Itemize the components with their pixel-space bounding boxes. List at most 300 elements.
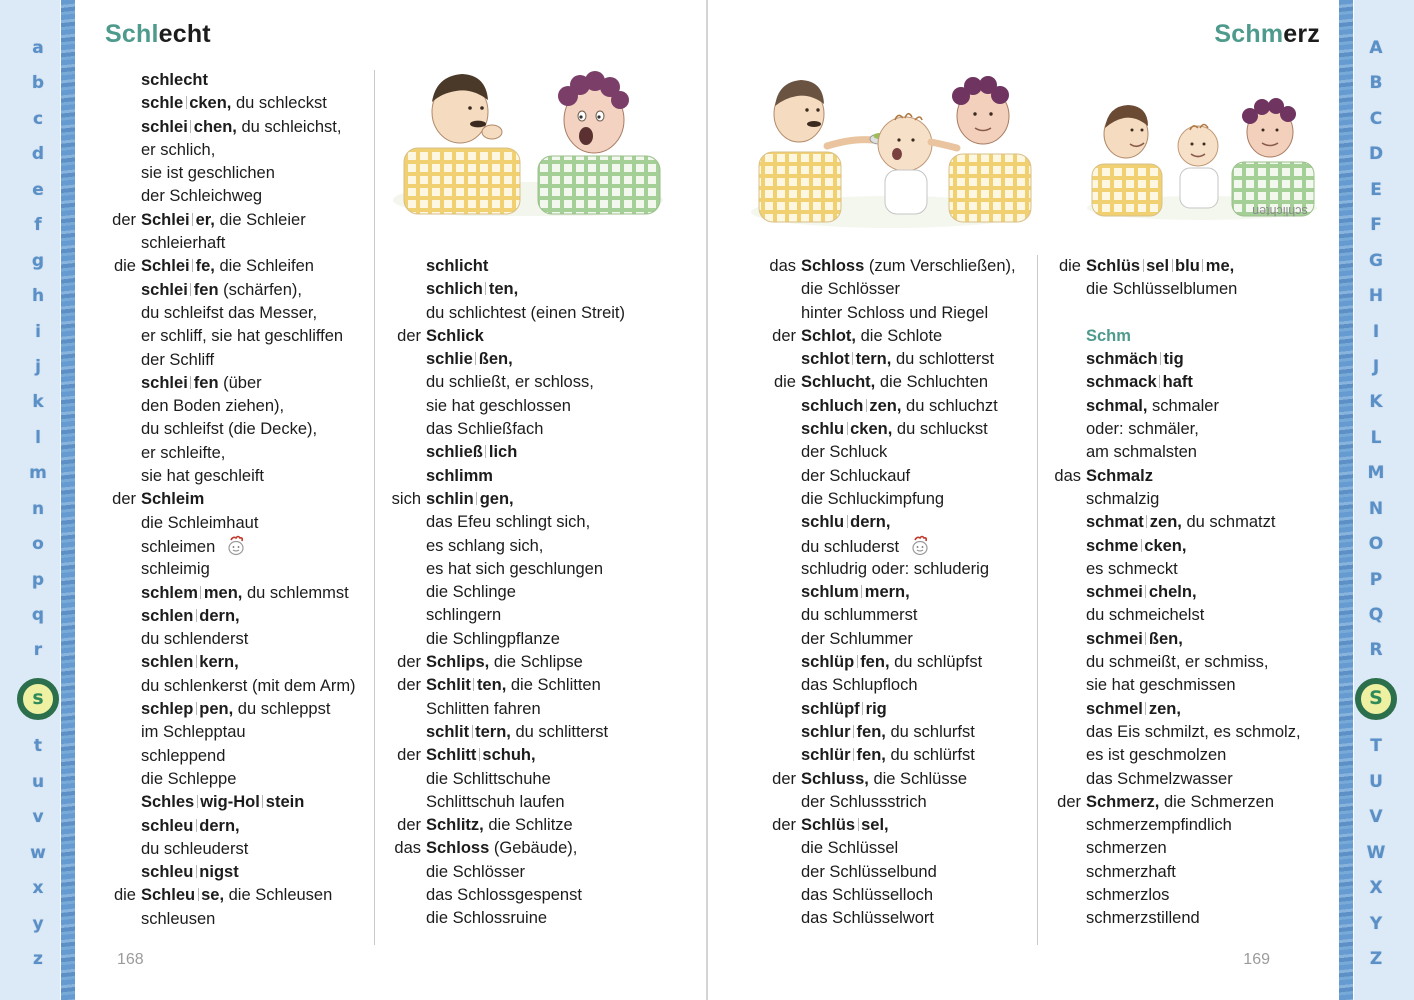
entry-text: Schlit ten, die Schlitten xyxy=(426,676,601,695)
entry-text: schmerzlos xyxy=(1086,886,1170,905)
entry-text: schlüpf rig xyxy=(801,699,887,718)
entry-text: die Schlingpflanze xyxy=(426,629,560,648)
syllable-divider-icon xyxy=(485,445,486,458)
right-page-column-2 xyxy=(1048,255,1301,931)
alphabet-letter: O xyxy=(1368,534,1384,555)
entry-text: Schloss (Gebäude), xyxy=(426,839,578,858)
dict-entry xyxy=(388,441,625,464)
dict-entry xyxy=(103,209,356,232)
entry-text: schmei ßen, xyxy=(1086,629,1183,648)
alphabet-letter: w xyxy=(30,842,46,863)
dict-entry xyxy=(763,302,1016,325)
alphabet-letter: P xyxy=(1369,569,1383,590)
alphabet-letter: I xyxy=(1372,321,1380,342)
entry-text: Schlüs sel blu me, xyxy=(1086,257,1235,275)
alphabet-letter: h xyxy=(31,286,45,307)
dict-entry xyxy=(763,674,1016,697)
entry-text: schmel zen, xyxy=(1086,699,1181,718)
entry-text: schlen dern, xyxy=(141,606,240,625)
dict-entry xyxy=(763,791,1016,814)
dict-entry xyxy=(388,674,625,697)
dict-entry xyxy=(763,884,1016,907)
entry-text: schme cken, xyxy=(1086,536,1187,555)
right-page-column-1 xyxy=(763,255,1016,931)
dict-entry xyxy=(1048,861,1301,884)
dict-entry xyxy=(763,861,1016,884)
left-page-column-2 xyxy=(388,255,625,931)
syllable-divider-icon xyxy=(190,283,191,296)
dict-entry xyxy=(763,768,1016,791)
entry-text: die Schleimhaut xyxy=(141,513,259,532)
entry-text: der Schliff xyxy=(141,350,215,369)
alphabet-letter: r xyxy=(33,640,43,661)
entry-text: schleimig xyxy=(141,560,210,579)
page-header-right xyxy=(1100,20,1320,49)
syllable-divider-icon xyxy=(476,492,477,505)
entry-text: schlin gen, xyxy=(426,489,514,508)
alphabet-letter: M xyxy=(1367,463,1385,484)
entry-text: die Schlösser xyxy=(801,280,901,299)
entry-text: Schlick xyxy=(426,326,484,345)
entry-text: Schlips, die Schlipse xyxy=(426,653,583,672)
entry-text: schlich ten, xyxy=(426,280,519,299)
syllable-divider-icon xyxy=(1159,375,1160,388)
dict-entry xyxy=(103,582,356,605)
alphabet-letter: B xyxy=(1369,73,1383,94)
dict-entry xyxy=(763,465,1016,488)
dict-entry xyxy=(1048,907,1301,930)
alphabet-letter: c xyxy=(32,108,44,129)
dict-entry xyxy=(103,395,356,418)
dict-entry xyxy=(763,721,1016,744)
alphabet-letter-active: s xyxy=(17,678,59,720)
syllable-divider-icon xyxy=(852,352,853,365)
syllable-divider-icon xyxy=(262,795,263,808)
dict-entry xyxy=(763,348,1016,371)
syllable-divider-icon xyxy=(475,352,476,365)
dict-entry xyxy=(388,255,625,278)
entry-text: du schlenderst xyxy=(141,630,249,649)
alphabet-letter: x xyxy=(32,878,44,899)
syllable-divider-icon xyxy=(866,399,867,412)
entry-text: schmerzen xyxy=(1086,839,1167,858)
entry-text: er schliff, sie hat geschliffen xyxy=(141,327,344,346)
entry-text: das Eis schmilzt, es schmolz, xyxy=(1086,722,1301,741)
dict-entry xyxy=(763,907,1016,930)
entry-text: schlem men, du schlemmst xyxy=(141,583,349,602)
entry-text: du schlummerst xyxy=(801,606,918,625)
alphabet-sidebar-right xyxy=(1350,40,1402,968)
dict-entry xyxy=(388,884,625,907)
dict-entry xyxy=(388,604,625,627)
page-header-left xyxy=(105,20,211,49)
column-divider-right-page xyxy=(1037,255,1038,945)
alphabet-letter: V xyxy=(1369,807,1383,828)
dict-entry xyxy=(1048,255,1301,278)
book-gutter-line xyxy=(706,0,708,1000)
entry-text: die Schlittschuhe xyxy=(426,769,551,788)
gender-label: das xyxy=(769,257,796,275)
dict-entry xyxy=(388,395,625,418)
dict-entry xyxy=(1048,884,1301,907)
alphabet-letter: u xyxy=(31,771,45,792)
dict-entry xyxy=(103,139,356,162)
entry-text: die Schlösser xyxy=(426,862,526,881)
dict-entry xyxy=(1048,791,1301,814)
entry-text: Schles wig-Hol stein xyxy=(141,793,305,812)
entry-text: das Schließfach xyxy=(426,420,544,439)
alphabet-letter: v xyxy=(32,807,44,828)
gender-label: der xyxy=(397,653,421,672)
dict-entry xyxy=(103,162,356,185)
alphabet-letter: t xyxy=(33,736,43,757)
entry-text: Schlot, die Schlote xyxy=(801,326,943,345)
entry-text: schlot tern, du schlotterst xyxy=(801,350,995,369)
dict-entry xyxy=(388,698,625,721)
entry-text: sie ist geschlichen xyxy=(141,164,275,183)
dict-entry xyxy=(103,628,356,651)
alphabet-letter: L xyxy=(1370,427,1382,448)
entry-text: schlit tern, du schlitterst xyxy=(426,722,609,741)
gender-label: der xyxy=(397,326,421,345)
entry-text: schludrig oder: schluderig xyxy=(801,559,990,578)
entry-text: schlep pen, du schleppst xyxy=(141,700,331,719)
illustration-caption: schlichten xyxy=(1252,204,1308,218)
entry-text: die Schlossruine xyxy=(426,909,548,928)
syllable-divider-icon xyxy=(1172,259,1173,272)
syllable-divider-icon xyxy=(196,702,197,715)
entry-text: schleu nigst xyxy=(141,863,239,882)
entry-text: du schmeißt, er schmiss, xyxy=(1086,653,1269,672)
dict-entry xyxy=(1048,488,1301,511)
dict-entry xyxy=(1048,441,1301,464)
entry-text: am schmalsten xyxy=(1086,443,1197,462)
entry-text: das Schmelzwasser xyxy=(1086,769,1233,788)
alphabet-letter: W xyxy=(1366,842,1386,863)
page-number-right: 169 xyxy=(1243,951,1270,968)
dict-entry xyxy=(763,744,1016,767)
entry-text: schlie ßen, xyxy=(426,350,513,369)
alphabet-letter: o xyxy=(32,534,44,555)
entry-text: schlingern xyxy=(426,606,502,625)
section-heading xyxy=(1048,325,1301,348)
entry-text: es schlang sich, xyxy=(426,536,544,555)
entry-text: schmack haft xyxy=(1086,373,1193,392)
entry-text: schmei cheln, xyxy=(1086,583,1197,602)
entry-text: du schluderst xyxy=(801,537,900,556)
entry-text: das Schlupfloch xyxy=(801,676,918,695)
alphabet-letter: y xyxy=(32,913,44,934)
entry-text: schlu dern, xyxy=(801,513,891,532)
entry-text: schlen kern, xyxy=(141,653,239,672)
entry-text: schmerzhaft xyxy=(1086,862,1176,881)
syllable-divider-icon xyxy=(196,655,197,668)
entry-text: Schlitt schuh, xyxy=(426,746,536,765)
gender-label: die xyxy=(773,373,796,392)
dict-entry xyxy=(103,488,356,511)
dict-entry xyxy=(388,581,625,604)
entry-text: es hat sich geschlungen xyxy=(426,559,604,578)
entry-text: der Schluck xyxy=(801,443,888,462)
entry-text: Schlitz, die Schlitze xyxy=(426,816,573,835)
entry-text: Schlei er, die Schleier xyxy=(141,210,306,229)
dict-entry xyxy=(1048,674,1301,697)
entry-text: schmerzempfindlich xyxy=(1086,816,1232,835)
dict-entry xyxy=(103,791,356,814)
dict-entry xyxy=(1048,558,1301,581)
gender-label: die xyxy=(1058,257,1081,275)
dict-entry xyxy=(103,512,356,535)
entry-text: du schleuderst xyxy=(141,839,249,858)
gender-label: sich xyxy=(391,489,421,508)
alphabet-letter: e xyxy=(32,179,44,200)
alphabet-letter: F xyxy=(1370,215,1382,236)
dict-entry xyxy=(388,418,625,441)
alphabet-letter: K xyxy=(1369,392,1383,413)
dict-entry xyxy=(763,418,1016,441)
header-highlight: Schl xyxy=(105,20,159,48)
entry-text: schlei fen (schärfen), xyxy=(141,280,302,299)
dict-entry xyxy=(103,372,356,395)
gender-label: das xyxy=(1054,466,1081,485)
dict-entry xyxy=(388,814,625,837)
dict-entry xyxy=(388,488,625,511)
entry-text: schlimm xyxy=(426,466,493,485)
syllable-divider-icon xyxy=(196,609,197,622)
entry-text: du schließt, er schloss, xyxy=(426,373,594,392)
dict-entry xyxy=(1048,535,1301,558)
syllable-divider-icon xyxy=(485,282,486,295)
illustration-whisper-scene xyxy=(388,60,670,216)
dict-entry xyxy=(388,278,625,301)
entry-text: der Schlüsselbund xyxy=(801,862,937,881)
dict-entry xyxy=(763,278,1016,301)
alphabet-letter: A xyxy=(1369,38,1383,58)
syllable-divider-icon xyxy=(847,422,848,435)
dict-entry xyxy=(763,511,1016,534)
dict-entry xyxy=(763,441,1016,464)
entry-text: die Schlinge xyxy=(426,583,516,602)
entry-text: oder: schmäler, xyxy=(1086,420,1199,439)
dict-entry xyxy=(1048,465,1301,488)
entry-text: das Schlüsselloch xyxy=(801,886,934,905)
entry-text: die Schluckimpfung xyxy=(801,489,945,508)
alphabet-letter: i xyxy=(35,321,41,342)
entry-text: schlüp fen, du schlüpfst xyxy=(801,653,983,672)
entry-text: der Schlussstrich xyxy=(801,792,927,811)
dict-entry xyxy=(103,232,356,255)
alphabet-letter: l xyxy=(35,427,41,448)
dict-entry xyxy=(1048,278,1301,301)
entry-text: schlei chen, du schleichst, xyxy=(141,117,342,136)
dict-entry xyxy=(388,465,625,488)
syllable-divider-icon xyxy=(853,725,854,738)
dict-entry xyxy=(388,511,625,534)
syllable-divider-icon xyxy=(192,259,193,272)
entry-text: du schlichtest (einen Streit) xyxy=(426,303,626,322)
entry-text: Schm xyxy=(1086,326,1131,345)
dict-entry xyxy=(763,604,1016,627)
alphabet-letter: D xyxy=(1368,144,1384,165)
dict-entry xyxy=(763,628,1016,651)
dict-entry xyxy=(103,69,356,92)
entry-text: du schlenkerst (mit dem Arm) xyxy=(141,676,356,695)
syllable-divider-icon xyxy=(479,748,480,761)
alphabet-letter: d xyxy=(31,144,45,165)
syllable-divider-icon xyxy=(190,376,191,389)
entry-text: das Schlüsselwort xyxy=(801,909,934,928)
dict-entry xyxy=(103,605,356,628)
alphabet-letter: Z xyxy=(1369,948,1383,969)
syllable-divider-icon xyxy=(1145,702,1146,715)
entry-text: Schleim xyxy=(141,490,205,509)
entry-text: du schmeichelst xyxy=(1086,606,1205,625)
dict-entry xyxy=(103,418,356,441)
dict-entry xyxy=(103,116,356,139)
alphabet-sidebar-left xyxy=(12,40,64,968)
dict-entry xyxy=(103,302,356,325)
entry-text: schluch zen, du schluchzt xyxy=(801,396,998,415)
syllable-divider-icon xyxy=(1145,632,1146,645)
column-divider-left-page xyxy=(374,70,375,945)
dict-entry xyxy=(1048,651,1301,674)
dict-entry xyxy=(1048,418,1301,441)
dict-entry xyxy=(1048,698,1301,721)
dict-entry xyxy=(388,348,625,371)
dict-entry xyxy=(763,255,1016,278)
alphabet-letter: J xyxy=(1372,356,1380,377)
dict-entry xyxy=(103,908,356,931)
alphabet-letter: f xyxy=(34,215,42,236)
entry-text: hinter Schloss und Riegel xyxy=(801,303,989,322)
dict-entry xyxy=(763,325,1016,348)
syllable-divider-icon xyxy=(862,702,863,715)
gender-label: der xyxy=(772,769,796,788)
dict-entry xyxy=(1048,395,1301,418)
dict-entry xyxy=(1048,511,1301,534)
syllable-divider-icon xyxy=(192,213,193,226)
alphabet-letter: p xyxy=(31,569,45,590)
syllable-divider-icon xyxy=(473,678,474,691)
alphabet-letter: H xyxy=(1368,286,1384,307)
entry-text: der Schleichweg xyxy=(141,187,263,206)
dict-entry xyxy=(388,791,625,814)
entry-text: schmat zen, du schmatzt xyxy=(1086,513,1276,532)
entry-text: die Schlüsselblumen xyxy=(1086,280,1238,299)
entry-text: die Schleppe xyxy=(141,769,237,788)
dict-entry xyxy=(388,535,625,558)
syllable-divider-icon xyxy=(1146,515,1147,528)
entry-text: er schlich, xyxy=(141,140,216,159)
entry-text: Schlüs sel, xyxy=(801,816,889,835)
entry-text: der Schluckauf xyxy=(801,466,911,485)
header-rest: erz xyxy=(1283,20,1320,48)
alphabet-letter: z xyxy=(33,948,43,969)
dict-entry xyxy=(763,488,1016,511)
syllable-divider-icon xyxy=(472,725,473,738)
alphabet-letter: k xyxy=(32,392,44,413)
dict-entry xyxy=(103,745,356,768)
entry-text: schlecht xyxy=(141,71,208,89)
entry-text: schle cken, du schleckst xyxy=(141,94,327,113)
entry-text: schmerzstillend xyxy=(1086,909,1200,928)
dict-entry xyxy=(103,838,356,861)
entry-text: die Schlüssel xyxy=(801,839,899,858)
dict-entry xyxy=(1048,814,1301,837)
entry-text: es ist geschmolzen xyxy=(1086,746,1227,765)
alphabet-letter: Q xyxy=(1368,605,1384,625)
entry-text: Schleu se, die Schleusen xyxy=(141,886,333,905)
gender-label: der xyxy=(397,676,421,695)
entry-text: schlei fen (über xyxy=(141,373,262,392)
entry-text: Schmalz xyxy=(1086,466,1153,485)
syllable-divider-icon xyxy=(196,865,197,878)
entry-text: schlur fen, du schlurfst xyxy=(801,722,975,741)
alphabet-letter: a xyxy=(32,38,44,58)
dict-entry xyxy=(388,768,625,791)
syllable-divider-icon xyxy=(1143,259,1144,272)
syllable-divider-icon xyxy=(186,96,187,109)
alphabet-letter: X xyxy=(1369,878,1383,899)
gender-label: der xyxy=(772,816,796,835)
alphabet-letter: g xyxy=(31,250,45,271)
entry-text: du schleifst das Messer, xyxy=(141,303,318,322)
entry-text: Schlittschuh laufen xyxy=(426,792,565,811)
dict-entry xyxy=(763,837,1016,860)
dict-entry xyxy=(103,535,356,558)
dict-entry xyxy=(103,255,356,278)
dict-entry xyxy=(388,628,625,651)
dict-entry xyxy=(388,302,625,325)
syllable-divider-icon xyxy=(1145,585,1146,598)
dict-entry xyxy=(763,395,1016,418)
syllable-divider-icon xyxy=(196,819,197,832)
entry-text: den Boden ziehen), xyxy=(141,397,285,416)
header-highlight: Schm xyxy=(1214,20,1284,48)
dict-entry xyxy=(103,651,356,674)
dict-entry xyxy=(763,371,1016,394)
syllable-divider-icon xyxy=(853,748,854,761)
dict-entry xyxy=(763,814,1016,837)
dict-entry xyxy=(1048,744,1301,767)
entry-text: das Schlossgespenst xyxy=(426,886,582,905)
dict-entry xyxy=(1048,768,1301,791)
dict-entry xyxy=(763,698,1016,721)
entry-text: schließ lich xyxy=(426,443,518,462)
gender-label: die xyxy=(113,257,136,276)
dict-entry xyxy=(103,861,356,884)
dict-entry xyxy=(103,768,356,791)
entry-text: Schlei fe, die Schleifen xyxy=(141,257,314,276)
dict-entry xyxy=(1048,837,1301,860)
entry-text: Schloss (zum Verschließen), xyxy=(801,257,1016,275)
alphabet-letter: j xyxy=(35,356,41,377)
alphabet-letter: b xyxy=(31,73,45,94)
syllable-divider-icon xyxy=(857,655,858,668)
header-rest: echt xyxy=(158,20,211,48)
alphabet-letter: Y xyxy=(1369,913,1383,934)
entry-text: im Schlepptau xyxy=(141,723,246,742)
dict-entry xyxy=(388,744,625,767)
gender-label: das xyxy=(394,839,421,858)
syllable-divider-icon xyxy=(198,888,199,901)
dict-entry xyxy=(763,535,1016,558)
dict-entry xyxy=(388,371,625,394)
dict-entry xyxy=(1048,604,1301,627)
syllable-divider-icon xyxy=(847,515,848,528)
syllable-divider-icon xyxy=(1141,539,1142,552)
dict-entry xyxy=(388,325,625,348)
